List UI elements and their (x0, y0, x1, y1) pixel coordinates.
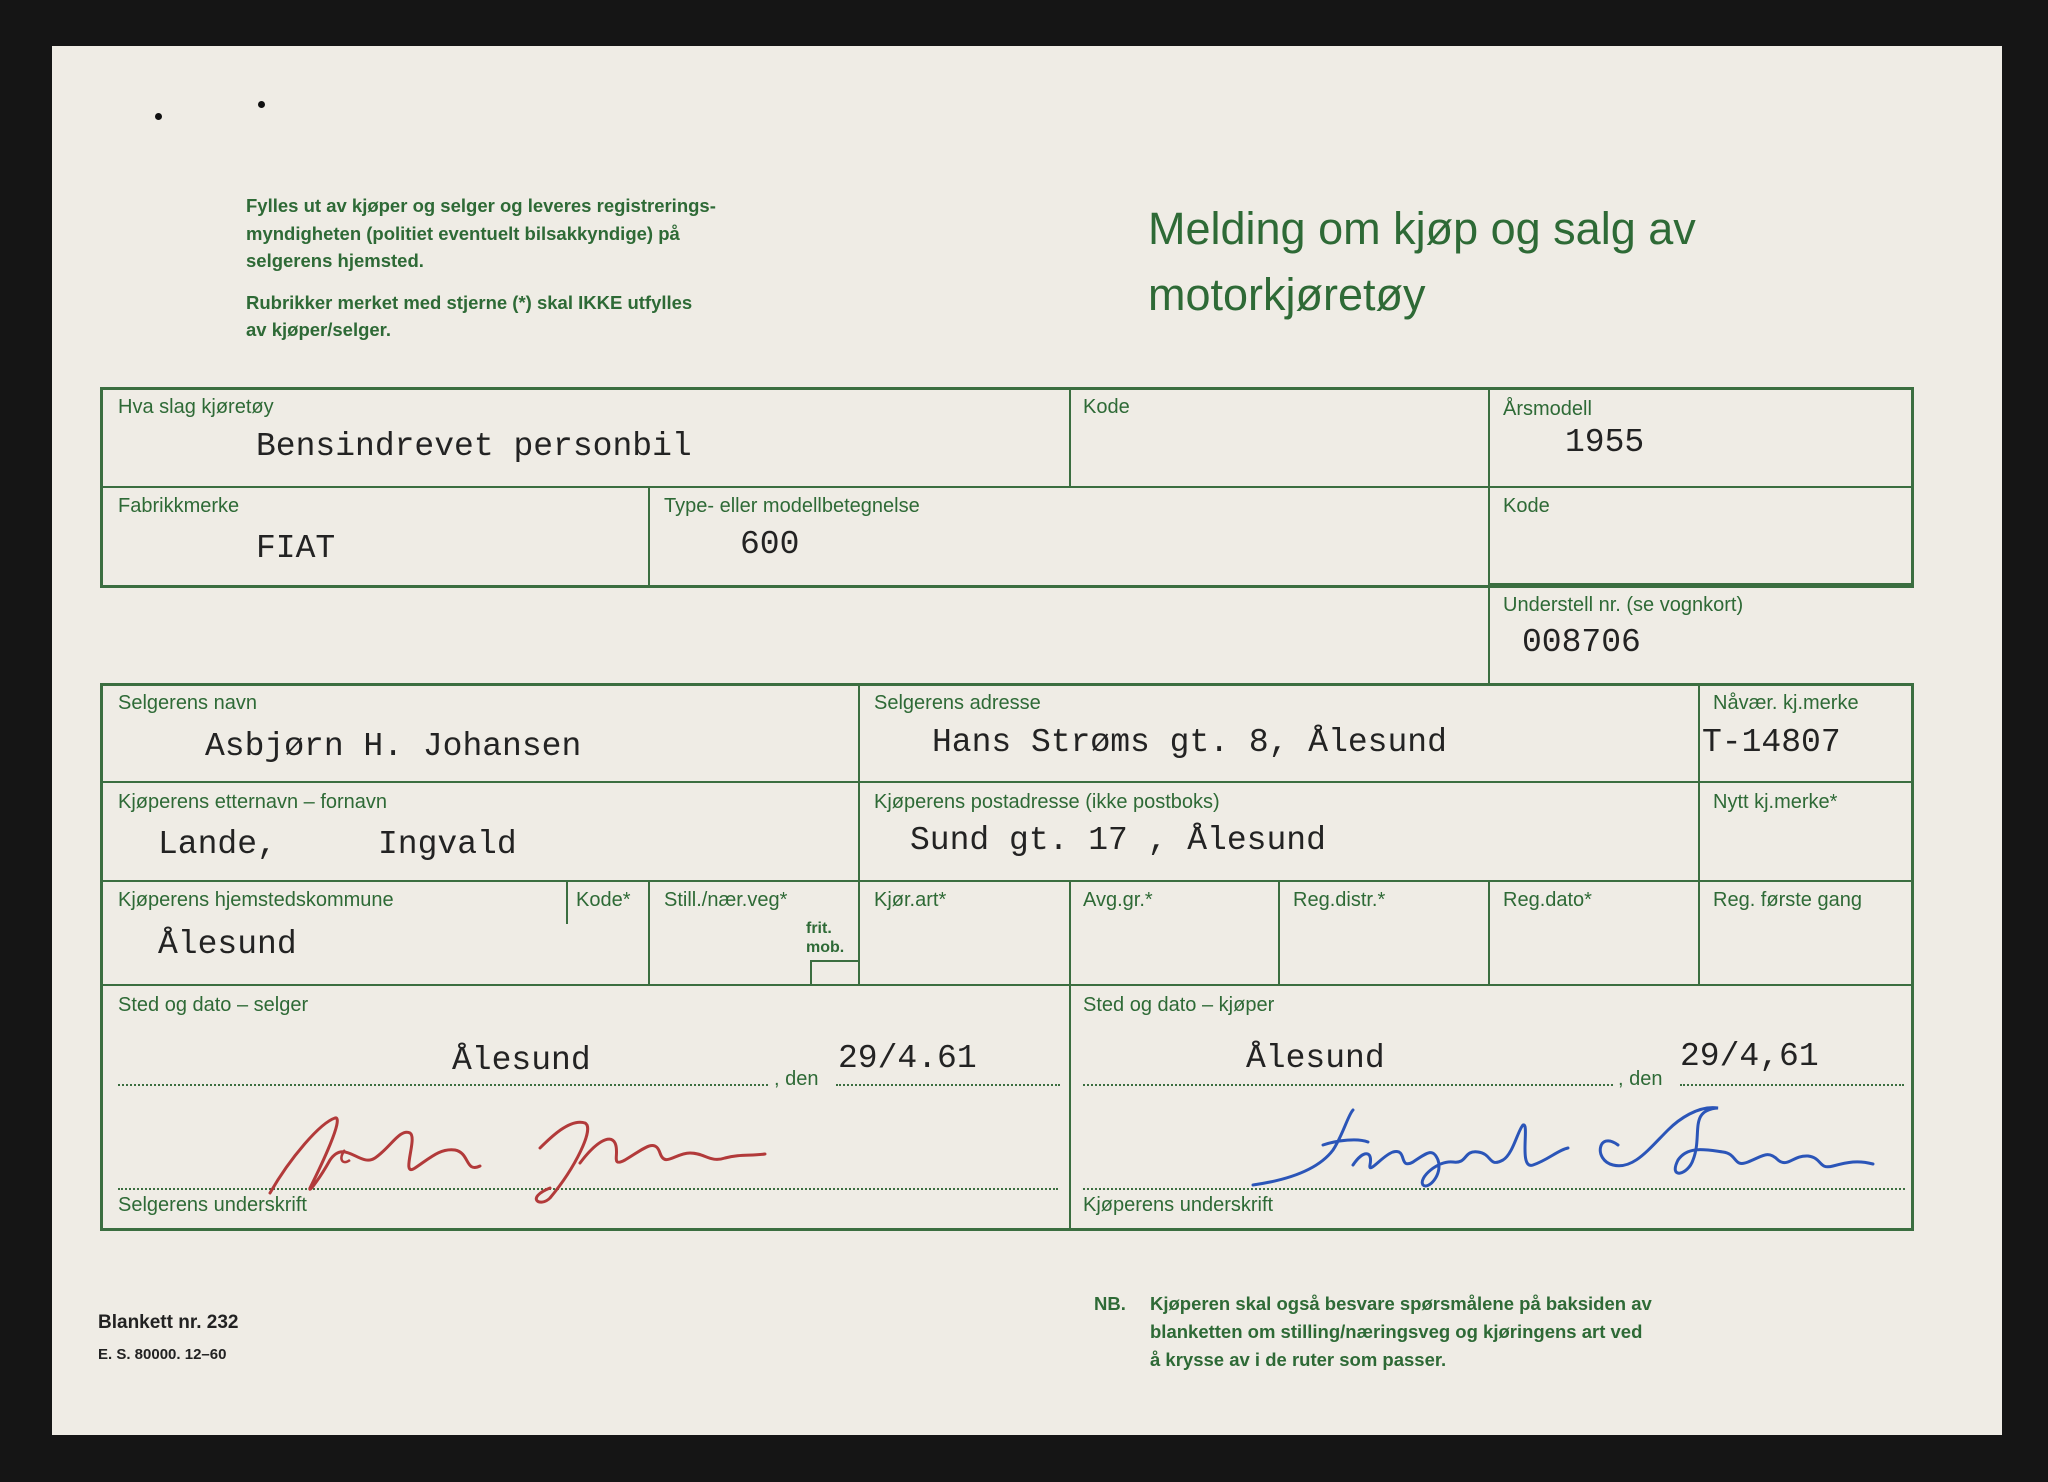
model-value: 600 (740, 526, 800, 563)
municipality-value: Ålesund (158, 926, 297, 963)
year-label: Årsmodell (1503, 398, 1592, 420)
vehicle-type-label: Hva slag kjøretøy (118, 396, 274, 418)
chassis-value: 008706 (1522, 624, 1641, 661)
divider (1698, 880, 1700, 986)
first-reg-label: Reg. første gang (1713, 889, 1862, 911)
punch-mark (155, 113, 162, 120)
divider (648, 486, 650, 588)
seller-place-value: Ålesund (452, 1042, 591, 1079)
frit-label: frit. (806, 920, 832, 937)
nb-label: NB. (1094, 1293, 1126, 1314)
buyer-firstname-value: Ingvald (378, 826, 517, 863)
chassis-label: Understell nr. (se vognkort) (1503, 594, 1744, 616)
divider (100, 486, 1914, 488)
model-label: Type- eller modellbetegnelse (664, 495, 920, 517)
nb-line: Kjøperen skal også besvare spørsmålene på baksiden av (1150, 1293, 1652, 1314)
buyer-name-label: Kjøperens etternavn – fornavn (118, 791, 388, 813)
title-line: Melding om kjøp og salg av (1148, 203, 1696, 254)
make-value: FIAT (256, 530, 336, 567)
seller-date-line (836, 1084, 1060, 1086)
seller-place-line (118, 1084, 768, 1086)
seller-signature (250, 1098, 770, 1208)
divider (100, 880, 1914, 882)
blankett-number: Blankett nr. 232 (98, 1312, 239, 1333)
reg-date-label: Reg.dato* (1503, 889, 1592, 911)
buyer-signature (1248, 1090, 1888, 1200)
buyer-surname-value: Lande, (158, 826, 277, 863)
seller-name-value: Asbjørn H. Johansen (205, 728, 582, 765)
divider (1278, 880, 1280, 986)
seller-address-label: Selgerens adresse (874, 692, 1041, 714)
divider (1488, 583, 1914, 585)
vehicle-type-value: Bensindrevet personbil (256, 428, 692, 465)
seller-den-label: , den (774, 1068, 819, 1090)
driving-type-label: Kjør.art* (874, 889, 947, 911)
instruction-line: selgerens hjemsted. (246, 250, 424, 271)
seller-name-label: Selgerens navn (118, 692, 257, 714)
buyer-place-date-label: Sted og dato – kjøper (1083, 994, 1275, 1016)
buyer-date-value: 29/4,61 (1680, 1038, 1819, 1075)
seller-address-value: Hans Strøms gt. 8, Ålesund (932, 724, 1447, 761)
divider (100, 781, 1914, 783)
divider (1488, 387, 1490, 683)
instruction-line: myndigheten (politiet eventuelt bilsakkyndige) på (246, 222, 680, 244)
divider (1069, 880, 1071, 1231)
divider (858, 880, 860, 986)
divider (858, 683, 860, 882)
instruction-line: av kjøper/selger. (246, 319, 392, 340)
divider (100, 984, 1914, 986)
nb-note (1150, 1290, 1850, 1374)
year-value: 1955 (1565, 424, 1645, 461)
form-title (1148, 196, 1696, 328)
divider (1069, 387, 1071, 488)
municipality-label: Kjøperens hjemstedskommune (118, 889, 394, 911)
make-label: Fabrikkmerke (118, 495, 240, 517)
mob-label: mob. (806, 939, 845, 956)
divider (566, 880, 568, 924)
print-info: E. S. 80000. 12–60 (98, 1346, 227, 1363)
divider (810, 960, 812, 984)
new-plate-label: Nytt kj.merke* (1713, 791, 1838, 813)
divider (810, 960, 858, 962)
divider (648, 880, 650, 986)
instruction-line: Rubrikker merket med stjerne (*) skal IKKE utfylles (246, 291, 693, 313)
buyer-date-line (1680, 1084, 1904, 1086)
nb-line: å krysse av i de ruter som passer. (1150, 1349, 1447, 1370)
current-plate-label: Nåvær. kj.merke (1713, 692, 1859, 714)
punch-mark (258, 101, 265, 108)
seller-date-value: 29/4.61 (838, 1040, 977, 1077)
buyer-place-value: Ålesund (1246, 1040, 1385, 1077)
seller-place-date-label: Sted og dato – selger (118, 994, 309, 1016)
instruction-line: Fylles ut av kjøper og selger og leveres registrerings- (246, 195, 716, 216)
buyer-den-label: , den (1618, 1068, 1663, 1090)
kode2-label: Kode (1503, 495, 1550, 517)
fee-group-label: Avg.gr.* (1083, 889, 1153, 911)
buyer-place-line (1083, 1084, 1613, 1086)
buyer-address-value: Sund gt. 17 , Ålesund (910, 822, 1326, 859)
nb-line: blanketten om stilling/næringsveg og kjøringens art ved (1150, 1321, 1643, 1342)
instructions (246, 192, 846, 344)
current-plate-value: T-14807 (1702, 724, 1841, 761)
kode-star-label: Kode* (576, 889, 631, 911)
buyer-signature-label: Kjøperens underskrift (1083, 1194, 1274, 1216)
reg-district-label: Reg.distr.* (1293, 889, 1386, 911)
title-line: motorkjøretøy (1148, 269, 1426, 320)
divider (1488, 880, 1490, 986)
buyer-address-label: Kjøperens postadresse (ikke postboks) (874, 791, 1220, 813)
seller-signature-label: Selgerens underskrift (118, 1194, 307, 1216)
kode-label: Kode (1083, 396, 1130, 418)
divider (1698, 683, 1700, 882)
occupation-label: Still./nær.veg* (664, 889, 788, 911)
